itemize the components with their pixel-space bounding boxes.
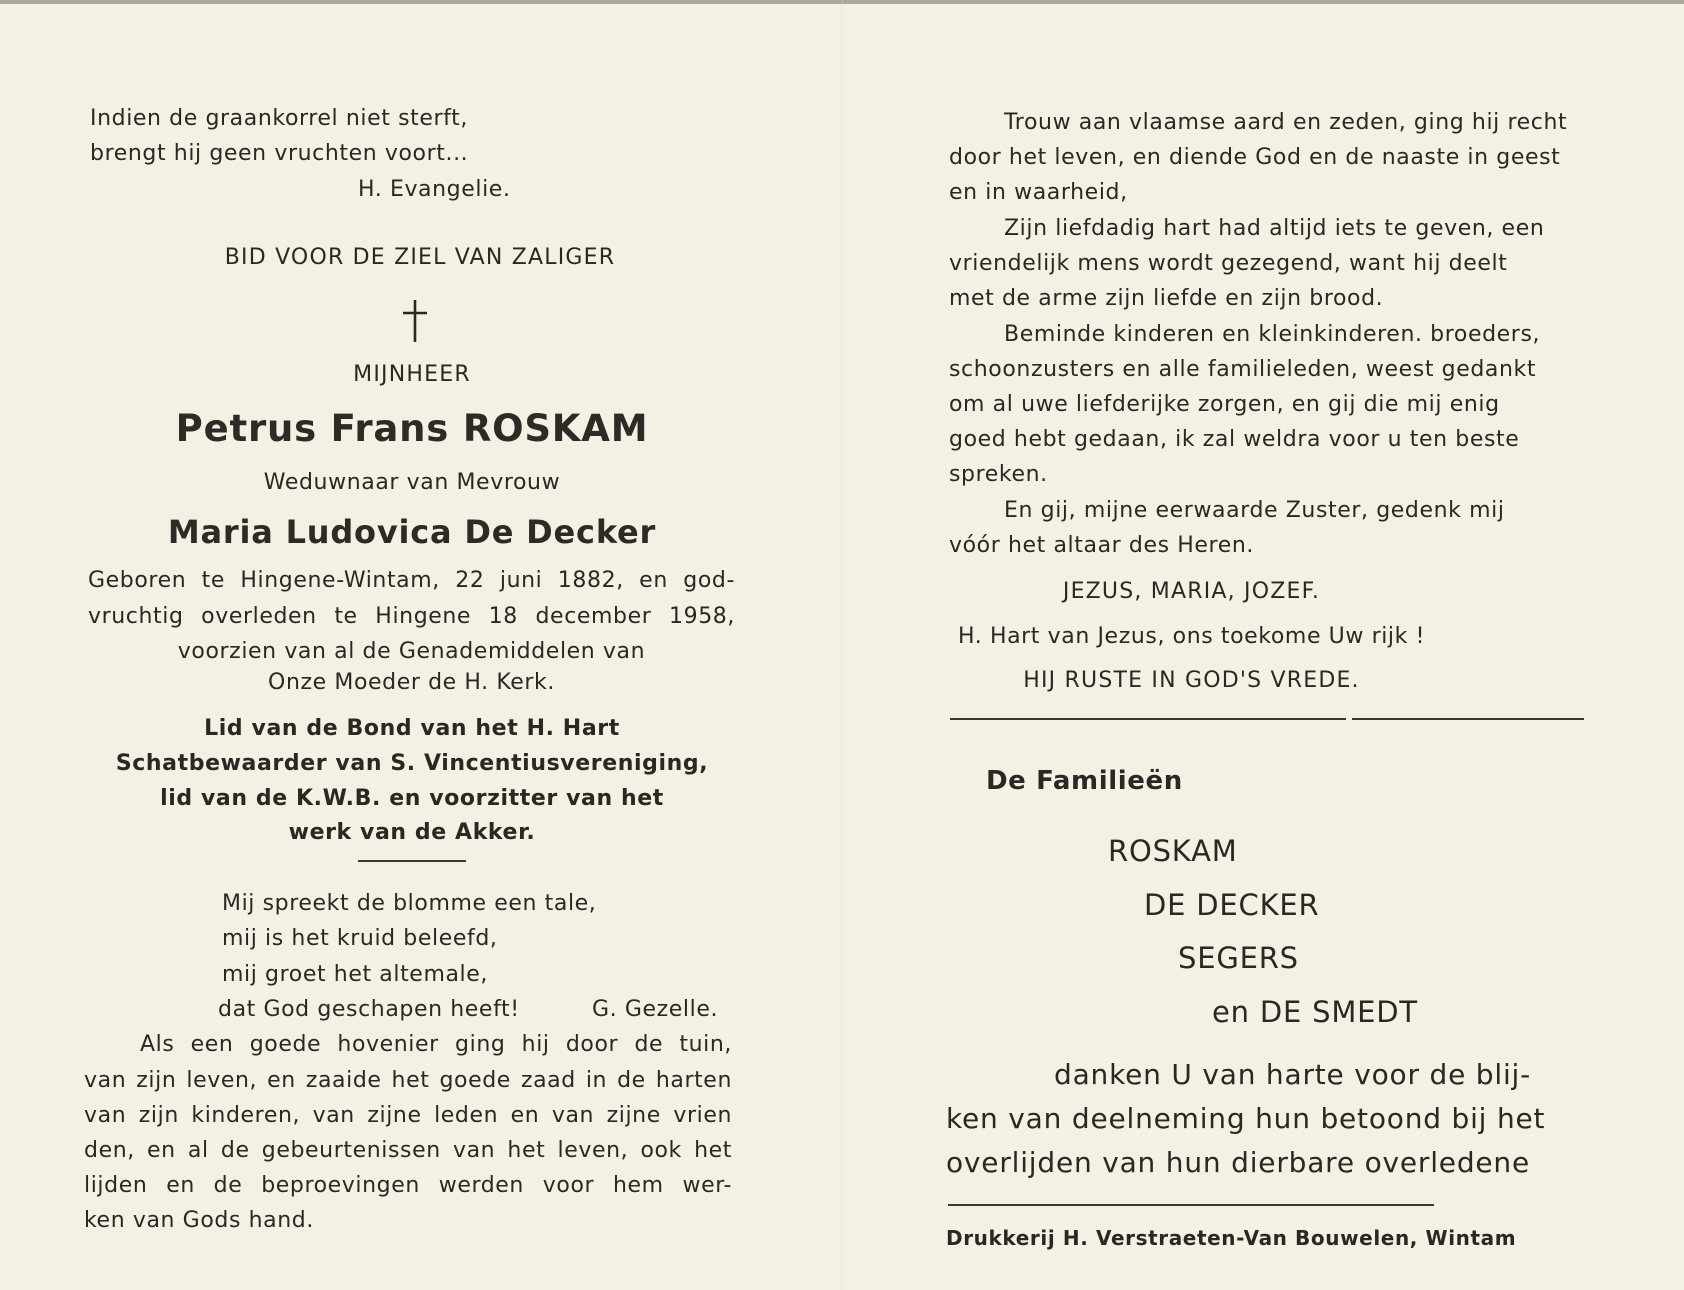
printer-credit: Drukkerij H. Verstraeten-Van Bouwelen, Wintam: [946, 1226, 1517, 1250]
paragraph-line: vóór het altaar des Heren.: [949, 533, 1254, 558]
paragraph-line: Als een goede hovenier ging hij door de tuin,: [140, 1032, 732, 1057]
epigraph-source: H. Evangelie.: [358, 177, 511, 202]
epigraph-line: brengt hij geen vruchten voort...: [90, 141, 469, 166]
cross-icon: [400, 298, 430, 344]
paragraph-line: Zijn liefdadig hart had altijd iets te geven, een: [1004, 216, 1545, 241]
thanks-line: danken U van harte voor de blij-: [1054, 1058, 1532, 1091]
family-name: en DE SMEDT: [1212, 995, 1418, 1029]
birth-death-line: vruchtig overleden te Hingene 18 december 1958,: [88, 604, 735, 629]
birth-death-line: Onze Moeder de H. Kerk.: [268, 670, 555, 695]
paragraph-line: En gij, mijne eerwaarde Zuster, gedenk mij: [1004, 498, 1505, 523]
deceased-name: Petrus Frans ROSKAM: [175, 407, 649, 450]
membership-line: lid van de K.W.B. en voorzitter van het: [160, 786, 664, 811]
divider: [948, 1204, 1434, 1206]
paragraph-line: lijden en de beproevingen werden voor hem wer-: [84, 1173, 732, 1198]
paragraph-line: den, en al de gebeurtenissen van het leven, ook het: [84, 1138, 732, 1163]
birth-death-line: Geboren te Hingene-Wintam, 22 juni 1882, en god-: [88, 568, 735, 593]
birth-death-line: voorzien van al de Genademiddelen van: [177, 639, 646, 664]
poem-line: mij is het kruid beleefd,: [222, 926, 498, 951]
paragraph-line: door het leven, en diende God en de naaste in geest: [949, 145, 1561, 170]
thanks-line: overlijden van hun dierbare overledene: [946, 1146, 1531, 1179]
rest-in-peace: HIJ RUSTE IN GOD'S VREDE.: [1023, 668, 1360, 693]
membership-line: werk van de Akker.: [288, 820, 536, 845]
poem-author: G. Gezelle.: [592, 997, 719, 1022]
families-heading: De Familieën: [986, 766, 1183, 796]
membership-line: Lid van de Bond van het H. Hart: [204, 716, 620, 741]
prayer: H. Hart van Jezus, ons toekome Uw rijk !: [958, 624, 1425, 649]
invocation: JEZUS, MARIA, JOZEF.: [1062, 579, 1321, 604]
divider: [950, 718, 1346, 720]
divider: [1352, 718, 1584, 720]
epigraph-line: Indien de graankorrel niet sterft,: [90, 106, 468, 131]
family-name: DE DECKER: [1144, 888, 1320, 922]
paragraph-line: om al uwe liefderijke zorgen, en gij die mij enig: [949, 392, 1500, 417]
paragraph-line: vriendelijk mens wordt gezegend, want hij deelt: [949, 251, 1508, 276]
paragraph-line: van zijn leven, en zaaide het goede zaad in de harten: [84, 1068, 732, 1093]
paragraph-line: en in waarheid,: [949, 180, 1128, 205]
paragraph-line: goed hebt gedaan, ik zal weldra voor u ten beste: [949, 427, 1520, 452]
poem-line: dat God geschapen heeft!: [218, 997, 520, 1022]
family-name: SEGERS: [1178, 941, 1299, 975]
widower-line: Weduwnaar van Mevrouw: [263, 470, 561, 495]
paragraph-line: ken van Gods hand.: [84, 1208, 314, 1233]
spouse-name: Maria Ludovica De Decker: [167, 513, 657, 551]
poem-line: Mij spreekt de blomme een tale,: [222, 891, 597, 916]
membership-line: Schatbewaarder van S. Vincentiusvereniging,: [115, 751, 709, 776]
paragraph-line: van zijn kinderen, van zijne leden en van zijne vrien: [84, 1103, 732, 1128]
paragraph-line: schoonzusters en alle familieleden, weest gedankt: [949, 357, 1537, 382]
poem-line: mij groet het altemale,: [222, 962, 488, 987]
paragraph-line: Trouw aan vlaamse aard en zeden, ging hij recht: [1004, 110, 1568, 135]
paragraph-line: spreken.: [949, 462, 1048, 487]
paragraph-line: met de arme zijn liefde en zijn brood.: [949, 286, 1384, 311]
bid-voor-heading: BID VOOR DE ZIEL VAN ZALIGER: [224, 245, 616, 270]
right-panel: [842, 0, 1684, 1290]
title-mijnheer: MIJNHEER: [353, 362, 471, 387]
thanks-line: ken van deelneming hun betoond bij het: [946, 1102, 1546, 1135]
paragraph-line: Beminde kinderen en kleinkinderen. broeders,: [1004, 322, 1541, 347]
family-name: ROSKAM: [1108, 834, 1238, 868]
divider: [358, 860, 466, 862]
